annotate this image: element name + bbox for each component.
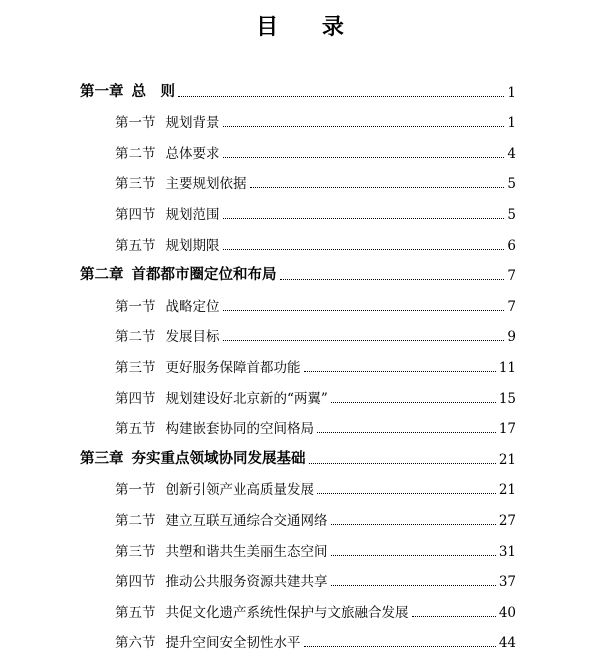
toc-entry-label (115, 387, 328, 407)
toc-entry-title: 规划背景 (165, 115, 220, 132)
toc-entry-number: 第一节 (115, 115, 156, 132)
toc-entry-label (115, 325, 220, 345)
dot-leader (331, 555, 496, 556)
toc-page-number: 44 (498, 635, 516, 652)
toc-section-entry[interactable] (0, 290, 600, 321)
toc-entry-label (115, 570, 328, 590)
toc-section-entry[interactable] (0, 535, 600, 566)
toc-entry-label (115, 356, 301, 376)
toc-page-number: 5 (507, 206, 516, 223)
toc-chapter-entry[interactable] (0, 76, 600, 107)
toc-entry-label (115, 478, 314, 498)
page-title: 目 录 (256, 15, 362, 40)
toc-entry-number: 第二节 (115, 145, 156, 162)
toc-entry-title: 首都都市圈定位和布局 (131, 267, 277, 284)
toc-section-entry[interactable] (0, 229, 600, 260)
toc-section-entry[interactable] (0, 351, 600, 382)
toc-entry-title: 规划建设好北京新的“两翼” (165, 390, 328, 407)
dot-leader (317, 493, 496, 494)
toc-entry-label (115, 417, 314, 437)
toc-entry-title: 提升空间安全韧性水平 (165, 635, 301, 652)
toc-entry-label (115, 601, 409, 621)
toc-entry-number: 第二节 (115, 512, 156, 529)
dot-leader (223, 157, 505, 158)
dot-leader (304, 646, 496, 647)
dot-leader (317, 432, 496, 433)
toc-entry-title: 战略定位 (165, 298, 220, 315)
toc-page-number: 7 (507, 298, 516, 315)
toc-entry-label (115, 234, 220, 254)
toc-entry-label (115, 295, 220, 315)
toc-entry-number: 第六节 (115, 635, 156, 652)
toc-entry-number: 第三节 (115, 176, 156, 193)
toc-entry-title: 共促文化遗产系统性保护与文旅融合发展 (165, 604, 409, 621)
toc-entry-number: 第五节 (115, 604, 156, 621)
toc-page-number: 17 (498, 421, 516, 438)
dot-leader (178, 96, 504, 97)
toc-page-number: 5 (507, 176, 516, 193)
toc-entry-label (115, 172, 247, 192)
dot-leader (223, 218, 505, 219)
toc-entry-label (115, 203, 220, 223)
toc-section-entry[interactable] (0, 596, 600, 627)
table-of-contents (0, 76, 600, 657)
dot-leader (331, 402, 496, 403)
toc-section-entry[interactable] (0, 168, 600, 199)
toc-entry-number: 第三章 (80, 450, 124, 467)
toc-section-entry[interactable] (0, 566, 600, 597)
toc-entry-title: 创新引领产业高质量发展 (165, 482, 314, 499)
toc-entry-number: 第二章 (80, 267, 124, 284)
toc-page-number: 31 (498, 543, 516, 560)
dot-leader (223, 310, 505, 311)
toc-entry-number: 第一节 (115, 482, 156, 499)
toc-entry-number: 第四节 (115, 390, 156, 407)
dot-leader (280, 279, 505, 280)
toc-entry-title: 共塑和谐共生美丽生态空间 (165, 543, 328, 560)
toc-section-entry[interactable] (0, 474, 600, 505)
toc-entry-title: 更好服务保障首都功能 (165, 359, 301, 376)
toc-entry-title: 总体要求 (165, 145, 220, 162)
toc-page-number: 27 (498, 512, 516, 529)
dot-leader (412, 616, 496, 617)
toc-entry-label (80, 447, 306, 468)
dot-leader (250, 187, 505, 188)
toc-chapter-entry[interactable] (0, 443, 600, 474)
toc-section-entry[interactable] (0, 382, 600, 413)
toc-page-number: 1 (507, 84, 516, 101)
dot-leader (304, 371, 496, 372)
toc-page-number: 40 (498, 604, 516, 621)
toc-entry-title: 构建嵌套协同的空间格局 (165, 421, 314, 438)
toc-entry-label (80, 80, 175, 101)
toc-entry-label (115, 631, 301, 651)
toc-entry-title: 规划期限 (165, 237, 220, 254)
toc-page-number: 11 (498, 359, 516, 376)
dot-leader (331, 585, 496, 586)
toc-section-entry[interactable] (0, 413, 600, 444)
toc-entry-number: 第一章 (80, 83, 124, 100)
toc-entry-label (115, 540, 328, 560)
toc-page-number: 21 (498, 451, 516, 468)
toc-entry-number: 第三节 (115, 543, 156, 560)
toc-entry-title: 主要规划依据 (165, 176, 247, 193)
toc-entry-number: 第二节 (115, 329, 156, 346)
toc-page-number: 1 (507, 115, 516, 132)
toc-chapter-entry[interactable] (0, 260, 600, 291)
dot-leader (309, 463, 496, 464)
dot-leader (223, 249, 505, 250)
toc-entry-number: 第四节 (115, 206, 156, 223)
toc-page-number: 37 (498, 574, 516, 591)
toc-page-number: 9 (507, 329, 516, 346)
toc-entry-number: 第三节 (115, 359, 156, 376)
toc-entry-number: 第四节 (115, 574, 156, 591)
toc-entry-title: 发展目标 (165, 329, 220, 346)
toc-entry-title: 建立互联互通综合交通网络 (165, 512, 328, 529)
toc-entry-label (80, 263, 277, 284)
toc-section-entry[interactable] (0, 198, 600, 229)
dot-leader (223, 340, 505, 341)
toc-page-number: 7 (507, 268, 516, 285)
toc-page-number: 15 (498, 390, 516, 407)
toc-entry-title: 夯实重点领域协同发展基础 (131, 450, 306, 467)
toc-page-number: 21 (498, 482, 516, 499)
toc-entry-title: 规划范围 (165, 206, 220, 223)
toc-entry-label (115, 111, 220, 131)
toc-entry-number: 第五节 (115, 421, 156, 438)
dot-leader (331, 524, 496, 525)
toc-entry-number: 第一节 (115, 298, 156, 315)
toc-entry-number: 第五节 (115, 237, 156, 254)
toc-entry-label (115, 142, 220, 162)
toc-entry-title: 推动公共服务资源共建共享 (165, 574, 328, 591)
toc-section-entry[interactable] (0, 107, 600, 138)
toc-section-entry[interactable] (0, 137, 600, 168)
toc-page-number: 4 (507, 145, 516, 162)
toc-page-number: 6 (507, 237, 516, 254)
toc-section-entry[interactable] (0, 504, 600, 535)
toc-entry-label (115, 509, 328, 529)
toc-section-entry[interactable] (0, 627, 600, 658)
toc-entry-title: 总 则 (131, 83, 175, 100)
toc-section-entry[interactable] (0, 321, 600, 352)
dot-leader (223, 126, 505, 127)
